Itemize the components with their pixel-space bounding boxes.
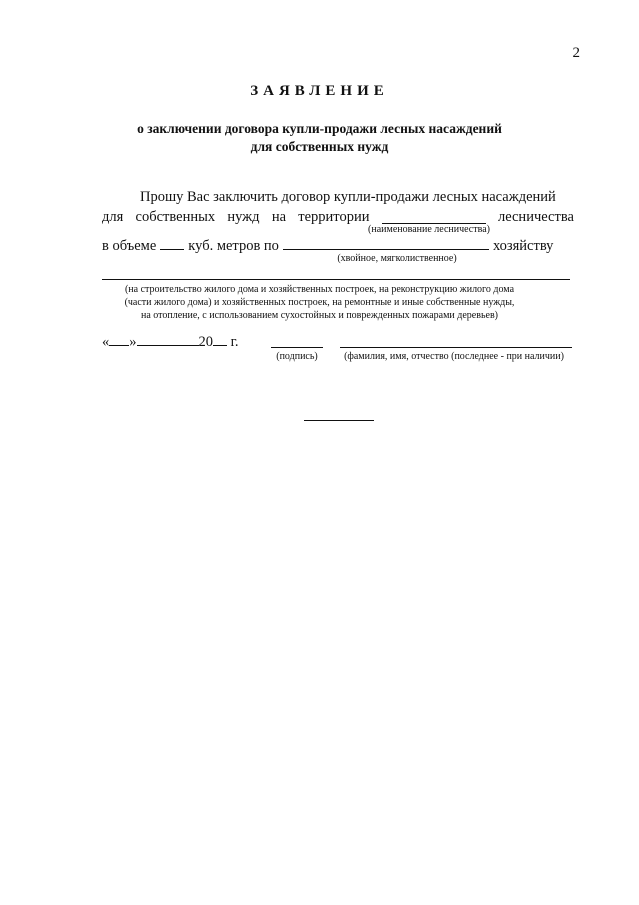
body-line-2 <box>102 209 574 226</box>
document-title: ЗАЯВЛЕНИЕ <box>250 83 389 99</box>
document-subtitle-line1: о заключении договора купли-продажи лесных насаждений <box>137 121 502 136</box>
closing-separator <box>304 420 374 421</box>
full-name-caption: (фамилия, имя, отчество (последнее - при наличии) <box>344 351 564 362</box>
purpose-field[interactable] <box>102 279 570 280</box>
farm-label: хозяйству <box>492 238 554 254</box>
body-line-2-end: лесничества <box>497 209 574 225</box>
body-word-2: собственных <box>135 209 216 225</box>
day-field[interactable] <box>109 331 129 346</box>
date-open-quote: « <box>102 334 110 350</box>
year-field[interactable] <box>213 331 227 346</box>
page-number: 2 <box>572 45 580 61</box>
body-line-3 <box>102 235 574 255</box>
date-close-quote: » <box>129 334 137 350</box>
forestry-caption: (наименование лесничества) <box>368 224 490 235</box>
date-row <box>102 331 239 351</box>
year-suffix: г. <box>230 334 239 350</box>
purpose-note-line2: (части жилого дома) и хозяйственных построек, на ремонтные и иные собственные нужды, <box>124 297 515 308</box>
full-name-field[interactable] <box>340 347 572 348</box>
purpose-note-line1: (на строительство жилого дома и хозяйственных построек, на реконструкцию жилого дома <box>124 284 515 295</box>
document-subtitle-line2: для собственных нужд <box>250 139 389 154</box>
purpose-note-line3: на отопление, с использованием сухостойных и поврежденных пожарами деревьев) <box>140 310 498 321</box>
signature-field[interactable] <box>271 347 323 348</box>
volume-unit-label: куб. метров по <box>188 238 279 254</box>
volume-field[interactable] <box>160 235 184 250</box>
body-word-4: на <box>271 209 287 225</box>
year-prefix: 20 <box>198 334 213 350</box>
body-word-5: территории <box>298 209 370 225</box>
forestry-name-field[interactable] <box>382 209 486 224</box>
volume-label: в объеме <box>102 238 157 254</box>
month-field[interactable] <box>137 331 199 346</box>
farm-type-field[interactable] <box>283 235 489 250</box>
body-word-3: нужд <box>227 209 260 225</box>
body-line-1: Прошу Вас заключить договор купли-продажи лесных насаждений <box>140 189 556 205</box>
body-word-1: для <box>102 209 124 225</box>
farm-type-caption: (хвойное, мягколиственное) <box>337 253 457 264</box>
signature-caption: (подпись) <box>276 351 318 362</box>
